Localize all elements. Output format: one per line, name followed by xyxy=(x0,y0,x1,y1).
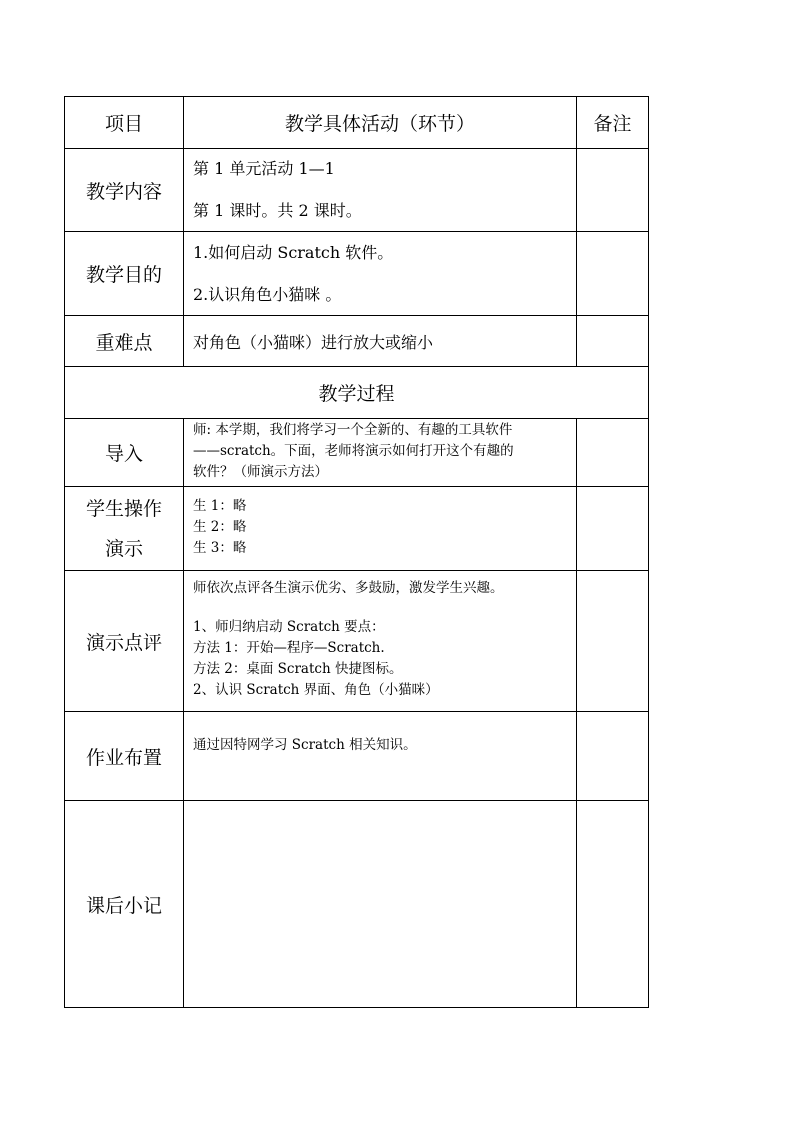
intro-label: 导入 xyxy=(65,419,184,487)
review-point-3: 方法 2：桌面 Scratch 快捷图标。 xyxy=(193,661,403,677)
demo-label xyxy=(65,487,184,571)
goal-label: 教学目的 xyxy=(65,232,184,316)
intro-row xyxy=(65,419,649,487)
goal-line-2: 2.认识角色小猫咪 。 xyxy=(193,284,342,304)
goal-row xyxy=(65,232,649,316)
demo-line-2: 生 2：略 xyxy=(193,519,247,535)
content-label: 教学内容 xyxy=(65,149,184,232)
header-note: 备注 xyxy=(577,97,649,149)
header-activity: 教学具体活动（环节） xyxy=(184,97,577,149)
key-note xyxy=(577,316,649,367)
lesson-plan-table xyxy=(64,96,649,1008)
header-row xyxy=(65,97,649,149)
demo-label-line-2: 演示 xyxy=(104,537,143,560)
review-cell xyxy=(184,571,577,712)
review-row xyxy=(65,571,649,712)
demo-note xyxy=(577,487,649,571)
demo-cell xyxy=(184,487,577,571)
review-line-1: 师依次点评各生演示优劣、多鼓励，激发学生兴趣。 xyxy=(193,580,504,596)
afterclass-label: 课后小记 xyxy=(65,801,184,1008)
demo-row xyxy=(65,487,649,571)
homework-text: 通过因特网学习 Scratch 相关知识。 xyxy=(193,737,417,753)
intro-line-2: ——scratch。下面，老师将演示如何打开这个有趣的 xyxy=(193,443,514,459)
process-title: 教学过程 xyxy=(65,367,649,419)
demo-line-1: 生 1：略 xyxy=(193,498,247,514)
homework-label: 作业布置 xyxy=(65,712,184,801)
content-line-1: 第 1 单元活动 1—1 xyxy=(193,159,335,178)
homework-row xyxy=(65,712,649,801)
goal-line-1: 1.如何启动 Scratch 软件。 xyxy=(193,242,394,262)
content-cell xyxy=(184,149,577,232)
key-row xyxy=(65,316,649,367)
intro-line-1: 师: 本学期，我们将学习一个全新的、有趣的工具软件 xyxy=(193,422,513,438)
key-label: 重难点 xyxy=(65,316,184,367)
intro-note xyxy=(577,419,649,487)
demo-line-3: 生 3：略 xyxy=(193,540,247,556)
process-title-row xyxy=(65,367,649,419)
goal-note xyxy=(577,232,649,316)
intro-cell xyxy=(184,419,577,487)
afterclass-cell xyxy=(184,801,577,1008)
content-line-2: 第 1 课时。共 2 课时。 xyxy=(193,201,362,220)
review-point-2: 方法 1：开始—程序—Scratch. xyxy=(193,640,385,656)
homework-cell xyxy=(184,712,577,801)
content-row xyxy=(65,149,649,232)
key-text: 对角色（小猫咪）进行放大或缩小 xyxy=(184,316,577,367)
afterclass-row xyxy=(65,801,649,1008)
review-point-1: 1、师归纳启动 Scratch 要点： xyxy=(193,619,385,635)
review-point-4: 2、认识 Scratch 界面、角色（小猫咪） xyxy=(193,682,439,698)
homework-note xyxy=(577,712,649,801)
review-label: 演示点评 xyxy=(65,571,184,712)
intro-line-3: 软件？（师演示方法） xyxy=(193,464,328,480)
content-note xyxy=(577,149,649,232)
goal-cell xyxy=(184,232,577,316)
review-note xyxy=(577,571,649,712)
header-item: 项目 xyxy=(65,97,184,149)
afterclass-note xyxy=(577,801,649,1008)
review-gap xyxy=(193,599,567,617)
demo-label-line-1: 学生操作 xyxy=(85,497,162,520)
